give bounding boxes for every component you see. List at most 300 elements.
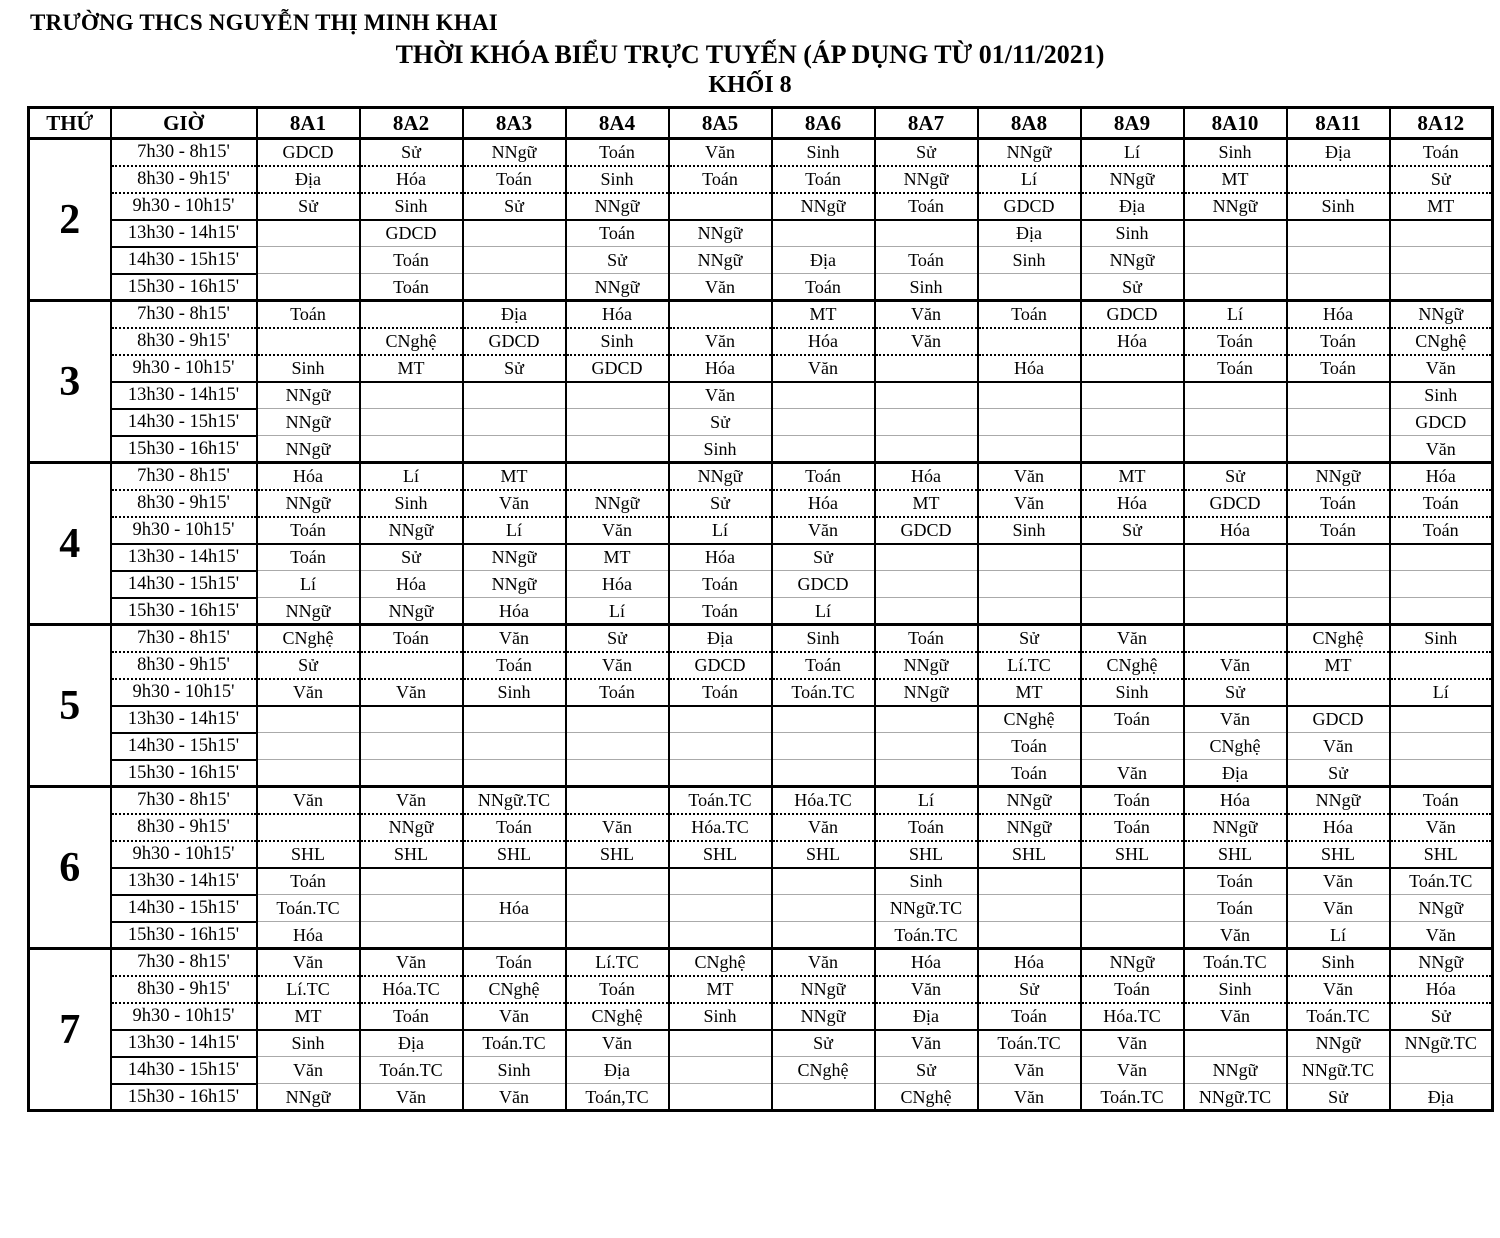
subject-cell: Văn — [772, 517, 875, 544]
subject-cell: Văn — [257, 679, 360, 706]
subject-cell: Văn — [360, 679, 463, 706]
subject-cell: Toán — [463, 814, 566, 841]
subject-cell: Toán — [875, 814, 978, 841]
subject-cell: Văn — [669, 139, 772, 166]
subject-cell — [257, 733, 360, 760]
subject-cell — [566, 787, 669, 814]
subject-cell: NNgữ — [978, 787, 1081, 814]
subject-cell: Hóa — [978, 355, 1081, 382]
time-slot: 14h30 - 15h15' — [111, 571, 257, 598]
subject-cell: Toán — [978, 733, 1081, 760]
subject-cell: Văn — [978, 1057, 1081, 1084]
subject-cell — [463, 274, 566, 301]
subject-cell: Văn — [1390, 355, 1493, 382]
time-slot: 15h30 - 16h15' — [111, 598, 257, 625]
subject-cell: Sinh — [360, 193, 463, 220]
subject-cell: NNgữ — [875, 652, 978, 679]
subject-cell: Sinh — [1390, 625, 1493, 652]
subject-cell — [1287, 598, 1390, 625]
subject-cell: Văn — [1287, 868, 1390, 895]
subject-cell — [360, 436, 463, 463]
subject-cell: MT — [1184, 166, 1287, 193]
subject-cell: NNgữ — [463, 571, 566, 598]
subject-cell: Sinh — [1081, 220, 1184, 247]
subject-cell: Văn — [1081, 625, 1184, 652]
col-header-time: GIỜ — [111, 108, 257, 139]
subject-cell: Toán.TC — [978, 1030, 1081, 1057]
subject-cell: Toán — [257, 517, 360, 544]
timetable-row — [29, 382, 1493, 409]
subject-cell: Lí — [1081, 139, 1184, 166]
subject-cell — [772, 922, 875, 949]
subject-cell: Hóa — [669, 544, 772, 571]
subject-cell: Sử — [875, 1057, 978, 1084]
subject-cell: CNghệ — [669, 949, 772, 976]
subject-cell: Văn — [257, 1057, 360, 1084]
subject-cell — [360, 382, 463, 409]
col-header-class: 8A4 — [566, 108, 669, 139]
subject-cell: NNgữ — [772, 976, 875, 1003]
subject-cell — [875, 598, 978, 625]
subject-cell — [978, 328, 1081, 355]
header-row — [29, 108, 1493, 139]
subject-cell — [669, 1084, 772, 1111]
subject-cell: Sinh — [772, 139, 875, 166]
subject-cell: MT — [875, 490, 978, 517]
subject-cell: Sử — [978, 625, 1081, 652]
subject-cell — [1287, 679, 1390, 706]
subject-cell — [1081, 598, 1184, 625]
subject-cell: Hóa.TC — [360, 976, 463, 1003]
subject-cell: Địa — [875, 1003, 978, 1030]
subject-cell — [566, 436, 669, 463]
subject-cell: SHL — [360, 841, 463, 868]
subject-cell: NNgữ — [669, 220, 772, 247]
subject-cell: Lí — [1287, 922, 1390, 949]
subject-cell — [257, 328, 360, 355]
subject-cell — [1390, 220, 1493, 247]
subject-cell — [669, 922, 772, 949]
time-slot: 14h30 - 15h15' — [111, 895, 257, 922]
subject-cell — [1287, 166, 1390, 193]
timetable-row — [29, 463, 1493, 490]
subject-cell: Toán — [566, 220, 669, 247]
subject-cell: NNgữ — [463, 139, 566, 166]
subject-cell — [772, 436, 875, 463]
subject-cell: Sinh — [1390, 382, 1493, 409]
subject-cell — [463, 382, 566, 409]
subject-cell: Toán.TC — [463, 1030, 566, 1057]
subject-cell: NNgữ — [257, 409, 360, 436]
timetable-row — [29, 220, 1493, 247]
subject-cell: Sinh — [1287, 193, 1390, 220]
subject-cell: Lí.TC — [566, 949, 669, 976]
subject-cell — [1390, 760, 1493, 787]
subject-cell: Địa — [1287, 139, 1390, 166]
subject-cell — [566, 760, 669, 787]
subject-cell: SHL — [257, 841, 360, 868]
subject-cell: NNgữ — [1184, 193, 1287, 220]
subject-cell: SHL — [1287, 841, 1390, 868]
day-number: 6 — [29, 787, 111, 949]
subject-cell: Văn — [1390, 922, 1493, 949]
subject-cell — [1184, 571, 1287, 598]
subject-cell — [978, 382, 1081, 409]
subject-cell — [257, 814, 360, 841]
subject-cell — [1081, 571, 1184, 598]
col-header-class: 8A8 — [978, 108, 1081, 139]
subject-cell: Hóa — [566, 571, 669, 598]
subject-cell: Văn — [978, 490, 1081, 517]
subject-cell: Toán — [772, 463, 875, 490]
subject-cell: Sinh — [257, 1030, 360, 1057]
subject-cell: Toán — [1184, 868, 1287, 895]
subject-cell — [669, 895, 772, 922]
subject-cell — [1287, 247, 1390, 274]
subject-cell — [1390, 274, 1493, 301]
subject-cell — [1081, 922, 1184, 949]
subject-cell: Văn — [566, 1030, 669, 1057]
subject-cell: NNgữ — [1081, 949, 1184, 976]
subject-cell — [463, 733, 566, 760]
subject-cell — [772, 1084, 875, 1111]
time-slot: 7h30 - 8h15' — [111, 949, 257, 976]
subject-cell: Sử — [566, 247, 669, 274]
subject-cell: SHL — [463, 841, 566, 868]
subject-cell — [669, 868, 772, 895]
subject-cell — [1390, 706, 1493, 733]
subject-cell: Toán — [257, 301, 360, 328]
subject-cell — [978, 868, 1081, 895]
subject-cell — [772, 895, 875, 922]
subject-cell: Sử — [257, 652, 360, 679]
subject-cell: Toán.TC — [875, 922, 978, 949]
subject-cell — [978, 922, 1081, 949]
subject-cell: NNgữ — [978, 139, 1081, 166]
subject-cell — [1287, 436, 1390, 463]
subject-cell — [772, 733, 875, 760]
subject-cell: Văn — [566, 517, 669, 544]
subject-cell: Văn — [1184, 1003, 1287, 1030]
subject-cell — [1184, 274, 1287, 301]
subject-cell — [257, 274, 360, 301]
subject-cell — [360, 733, 463, 760]
subject-cell: MT — [978, 679, 1081, 706]
subject-cell: Hóa — [360, 166, 463, 193]
timetable-row — [29, 1030, 1493, 1057]
subject-cell — [360, 301, 463, 328]
subject-cell — [360, 409, 463, 436]
subject-cell: Sử — [257, 193, 360, 220]
col-header-class: 8A1 — [257, 108, 360, 139]
subject-cell: SHL — [875, 841, 978, 868]
col-header-class: 8A7 — [875, 108, 978, 139]
subject-cell: GDCD — [566, 355, 669, 382]
subject-cell: CNghệ — [360, 328, 463, 355]
timetable-row — [29, 652, 1493, 679]
subject-cell: Địa — [1081, 193, 1184, 220]
subject-cell: NNgữ — [875, 679, 978, 706]
subject-cell: NNgữ — [1390, 949, 1493, 976]
subject-cell: Toán,TC — [566, 1084, 669, 1111]
subject-cell: Văn — [1390, 436, 1493, 463]
subject-cell: Hóa — [463, 598, 566, 625]
subject-cell: SHL — [1390, 841, 1493, 868]
subject-cell — [669, 1030, 772, 1057]
subject-cell: Lí — [1390, 679, 1493, 706]
timetable-row — [29, 1003, 1493, 1030]
subject-cell: Toán — [772, 166, 875, 193]
subject-cell: Lí — [360, 463, 463, 490]
subject-cell: Sinh — [1287, 949, 1390, 976]
time-slot: 9h30 - 10h15' — [111, 193, 257, 220]
subject-cell — [875, 760, 978, 787]
subject-cell: CNghệ — [978, 706, 1081, 733]
subject-cell: Lí — [1184, 301, 1287, 328]
subject-cell: NNgữ — [772, 193, 875, 220]
subject-cell: NNgữ — [257, 490, 360, 517]
subject-cell — [1390, 733, 1493, 760]
subject-cell — [1287, 382, 1390, 409]
time-slot: 15h30 - 16h15' — [111, 922, 257, 949]
time-slot: 7h30 - 8h15' — [111, 301, 257, 328]
col-header-class: 8A3 — [463, 108, 566, 139]
subject-cell: Sinh — [978, 247, 1081, 274]
subject-cell: NNgữ.TC — [1390, 1030, 1493, 1057]
subject-cell: Lí — [669, 517, 772, 544]
timetable-row — [29, 274, 1493, 301]
timetable — [27, 106, 1494, 1112]
subject-cell: GDCD — [1390, 409, 1493, 436]
subject-cell: GDCD — [772, 571, 875, 598]
subject-cell: Sinh — [463, 1057, 566, 1084]
subject-cell: Sinh — [978, 517, 1081, 544]
subject-cell: Toán — [772, 652, 875, 679]
subject-cell: Hóa — [1287, 301, 1390, 328]
subject-cell: Hóa — [1390, 463, 1493, 490]
subject-cell: Văn — [463, 1003, 566, 1030]
subject-cell: NNgữ — [566, 193, 669, 220]
subject-cell: Địa — [257, 166, 360, 193]
subject-cell: MT — [257, 1003, 360, 1030]
subject-cell: Hóa — [772, 490, 875, 517]
subject-cell: NNgữ — [360, 814, 463, 841]
timetable-row — [29, 976, 1493, 1003]
subject-cell: Văn — [1081, 1030, 1184, 1057]
subject-cell: Lí.TC — [257, 976, 360, 1003]
subject-cell: NNgữ — [1390, 301, 1493, 328]
subject-cell: Văn — [1184, 652, 1287, 679]
subject-cell: CNghệ — [772, 1057, 875, 1084]
subject-cell: Hóa.TC — [1081, 1003, 1184, 1030]
timetable-row — [29, 733, 1493, 760]
subject-cell — [772, 760, 875, 787]
subject-cell: Toán — [978, 1003, 1081, 1030]
subject-cell: Sinh — [566, 328, 669, 355]
subject-cell — [463, 436, 566, 463]
time-slot: 9h30 - 10h15' — [111, 679, 257, 706]
subject-cell: Toán.TC — [1390, 868, 1493, 895]
subject-cell: SHL — [566, 841, 669, 868]
timetable-row — [29, 247, 1493, 274]
subject-cell: Sử — [772, 544, 875, 571]
subject-cell: Sử — [772, 1030, 875, 1057]
subject-cell — [875, 544, 978, 571]
subject-cell: Hóa — [772, 328, 875, 355]
subject-cell: Toán — [1184, 328, 1287, 355]
subject-cell — [1287, 274, 1390, 301]
subject-cell — [360, 868, 463, 895]
subject-cell — [1184, 625, 1287, 652]
subject-cell: Sử — [978, 976, 1081, 1003]
subject-cell: Toán — [257, 868, 360, 895]
subject-cell — [1081, 733, 1184, 760]
subject-cell: Toán — [1390, 139, 1493, 166]
subject-cell — [772, 409, 875, 436]
subject-cell: Văn — [257, 787, 360, 814]
timetable-row — [29, 436, 1493, 463]
subject-cell — [1184, 220, 1287, 247]
subject-cell: Toán.TC — [1081, 1084, 1184, 1111]
subject-cell: Toán — [566, 139, 669, 166]
subject-cell: Sinh — [1184, 139, 1287, 166]
subject-cell: Toán.TC — [360, 1057, 463, 1084]
subject-cell: NNgữ — [1184, 814, 1287, 841]
subject-cell — [360, 760, 463, 787]
time-slot: 8h30 - 9h15' — [111, 328, 257, 355]
subject-cell — [1184, 247, 1287, 274]
subject-cell: Sử — [463, 193, 566, 220]
subject-cell: Hóa — [1081, 328, 1184, 355]
time-slot: 9h30 - 10h15' — [111, 517, 257, 544]
time-slot: 7h30 - 8h15' — [111, 787, 257, 814]
subject-cell: Hóa — [257, 922, 360, 949]
subject-cell: Địa — [1390, 1084, 1493, 1111]
subject-cell — [1184, 409, 1287, 436]
subject-cell: Sinh — [360, 490, 463, 517]
subject-cell: MT — [669, 976, 772, 1003]
subject-cell — [360, 706, 463, 733]
subject-cell — [1390, 544, 1493, 571]
subject-cell: Toán — [1287, 355, 1390, 382]
subject-cell: Toán — [772, 274, 875, 301]
subject-cell: Sử — [1287, 760, 1390, 787]
time-slot: 13h30 - 14h15' — [111, 1030, 257, 1057]
day-number: 4 — [29, 463, 111, 625]
subject-cell: Văn — [566, 814, 669, 841]
subject-cell — [875, 571, 978, 598]
subject-cell: NNgữ.TC — [1184, 1084, 1287, 1111]
day-number: 3 — [29, 301, 111, 463]
subject-cell: Văn — [360, 787, 463, 814]
time-slot: 9h30 - 10h15' — [111, 1003, 257, 1030]
subject-cell: Văn — [463, 1084, 566, 1111]
subject-cell: Sử — [1081, 517, 1184, 544]
subject-cell: Văn — [1184, 706, 1287, 733]
subject-cell — [669, 301, 772, 328]
subject-cell: CNghệ — [257, 625, 360, 652]
subject-cell: Sử — [875, 139, 978, 166]
timetable-row — [29, 490, 1493, 517]
subject-cell: Toán — [669, 679, 772, 706]
subject-cell: NNgữ — [1287, 1030, 1390, 1057]
subject-cell: Toán — [1390, 787, 1493, 814]
subject-cell — [1287, 571, 1390, 598]
subject-cell: SHL — [772, 841, 875, 868]
subject-cell — [978, 274, 1081, 301]
subject-cell — [978, 409, 1081, 436]
school-name: TRƯỜNG THCS NGUYỄN THỊ MINH KHAI — [30, 10, 498, 35]
subject-cell: Toán — [566, 679, 669, 706]
subject-cell — [1081, 355, 1184, 382]
subject-cell — [978, 571, 1081, 598]
subject-cell: Văn — [1081, 760, 1184, 787]
time-slot: 13h30 - 14h15' — [111, 706, 257, 733]
subject-cell: Hóa.TC — [669, 814, 772, 841]
timetable-row — [29, 625, 1493, 652]
subject-cell: Sinh — [875, 868, 978, 895]
subject-cell: Lí — [772, 598, 875, 625]
subject-cell: NNgữ — [1081, 166, 1184, 193]
subject-cell: Hóa — [1081, 490, 1184, 517]
subject-cell — [772, 706, 875, 733]
subject-cell: Văn — [875, 328, 978, 355]
subject-cell — [1081, 544, 1184, 571]
subject-cell — [1081, 382, 1184, 409]
time-slot: 15h30 - 16h15' — [111, 760, 257, 787]
subject-cell — [1390, 247, 1493, 274]
subject-cell: Toán — [1287, 328, 1390, 355]
subject-cell: Sinh — [1081, 679, 1184, 706]
subject-cell: NNgữ — [875, 166, 978, 193]
subject-cell: Toán — [463, 166, 566, 193]
time-slot: 13h30 - 14h15' — [111, 382, 257, 409]
subject-cell: Toán — [566, 976, 669, 1003]
subject-cell: GDCD — [1184, 490, 1287, 517]
subject-cell — [463, 409, 566, 436]
subject-cell: Toán — [669, 571, 772, 598]
subject-cell — [1184, 598, 1287, 625]
subject-cell: Văn — [875, 976, 978, 1003]
time-slot: 15h30 - 16h15' — [111, 274, 257, 301]
subject-cell: Toán — [463, 652, 566, 679]
subject-cell: Hóa — [1184, 517, 1287, 544]
subject-cell — [1184, 382, 1287, 409]
subject-cell — [1287, 544, 1390, 571]
subject-cell: Lí — [875, 787, 978, 814]
subject-cell: Địa — [566, 1057, 669, 1084]
subject-cell: MT — [463, 463, 566, 490]
subject-cell: SHL — [669, 841, 772, 868]
subject-cell — [566, 382, 669, 409]
subject-cell: Toán — [1287, 490, 1390, 517]
subject-cell: GDCD — [1287, 706, 1390, 733]
subject-cell: Toán — [360, 625, 463, 652]
subject-cell: Toán — [875, 247, 978, 274]
subject-cell — [1390, 571, 1493, 598]
subject-cell — [360, 922, 463, 949]
subject-cell: Toán — [257, 544, 360, 571]
subject-cell — [1184, 1030, 1287, 1057]
timetable-row — [29, 193, 1493, 220]
subject-cell: GDCD — [978, 193, 1081, 220]
time-slot: 9h30 - 10h15' — [111, 841, 257, 868]
subject-cell: Văn — [463, 490, 566, 517]
time-slot: 8h30 - 9h15' — [111, 166, 257, 193]
subject-cell: Toán — [669, 598, 772, 625]
subject-cell — [978, 436, 1081, 463]
timetable-row — [29, 895, 1493, 922]
